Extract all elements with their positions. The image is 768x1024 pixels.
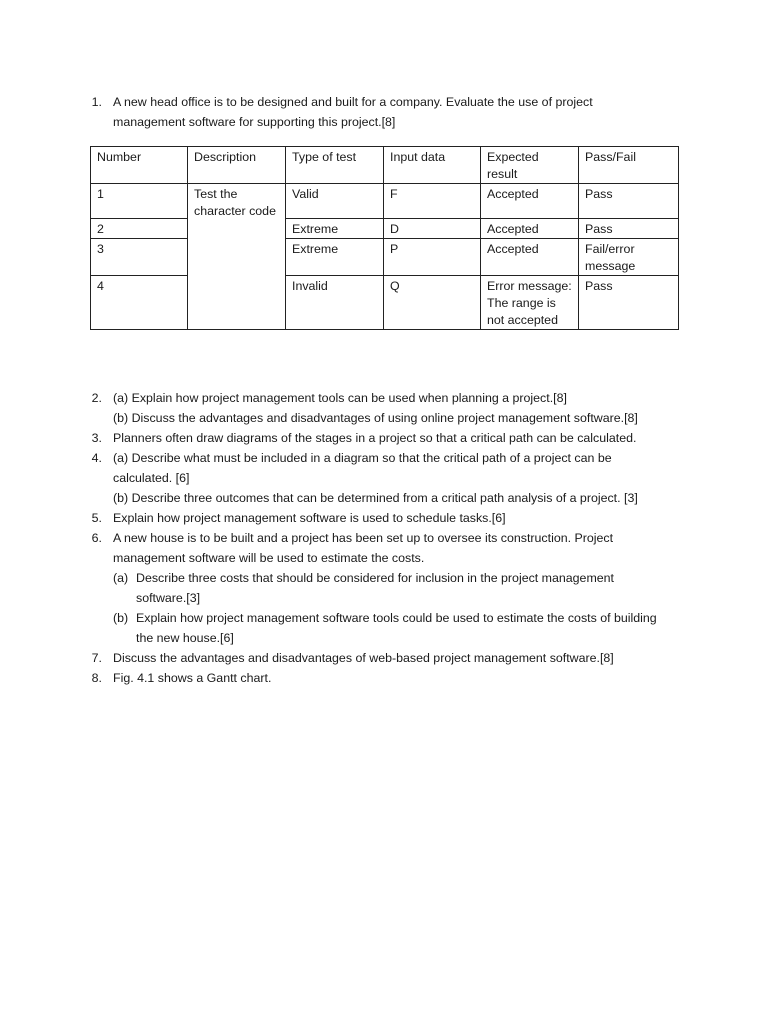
question-number: 1. (91, 95, 102, 109)
cell-expected: Accepted (481, 239, 579, 276)
header-passfail: Pass/Fail (579, 147, 679, 184)
question-number: 4. (91, 451, 102, 465)
cell-result: Pass (579, 276, 679, 330)
cell-description: Test the character code (188, 184, 286, 330)
question-number: 7. (91, 651, 102, 665)
part-a-line2: software.[3] (136, 591, 201, 605)
cell-expected: Error message: The range is not accepted (481, 276, 579, 330)
question-part-a: (a) Explain how project management tools can be used when planning a project.[8] (113, 391, 567, 405)
header-type: Type of test (286, 147, 384, 184)
question-number: 6. (91, 531, 102, 545)
question-number: 3. (91, 431, 102, 445)
cell-result: Pass (579, 219, 679, 239)
part-a-label: (a) (113, 571, 129, 585)
cell-number: 2 (91, 219, 188, 239)
question-text-line1: A new house is to be built and a project has been set up to oversee its construction. Project (113, 531, 614, 545)
header-number: Number (91, 147, 188, 184)
cell-result: Pass (579, 184, 679, 219)
table-row (91, 239, 679, 276)
table-row (91, 276, 679, 330)
question-part-a-line2: calculated. [6] (113, 471, 190, 485)
question-part-b: (b) Discuss the advantages and disadvantages of using online project management software.[8] (113, 411, 638, 425)
question-part-b: (b) Describe three outcomes that can be determined from a critical path analysis of a project. [3] (113, 491, 638, 505)
cell-type: Extreme (286, 219, 384, 239)
question-text: Fig. 4.1 shows a Gantt chart. (113, 671, 272, 685)
question-text-line2: management software will be used to estimate the costs. (113, 551, 425, 565)
cell-type: Valid (286, 184, 384, 219)
question-number: 8. (91, 671, 102, 685)
cell-input: Q (384, 276, 481, 330)
part-a-line1: Describe three costs that should be considered for inclusion in the project management (136, 571, 614, 585)
cell-expected: Accepted (481, 219, 579, 239)
part-b-label: (b) (113, 611, 129, 625)
cell-number: 3 (91, 239, 188, 276)
question-number: 5. (91, 511, 102, 525)
header-input: Input data (384, 147, 481, 184)
question-text: Discuss the advantages and disadvantages of web-based project management software.[8] (113, 651, 614, 665)
table-row (91, 184, 679, 219)
part-b-line2: the new house.[6] (136, 631, 234, 645)
cell-number: 4 (91, 276, 188, 330)
question-text-line1: A new head office is to be designed and built for a company. Evaluate the use of project (113, 95, 593, 109)
question-text: Planners often draw diagrams of the stages in a project so that a critical path can be calculated. (113, 431, 637, 445)
cell-input: P (384, 239, 481, 276)
cell-input: F (384, 184, 481, 219)
cell-input: D (384, 219, 481, 239)
question-text-line2: management software for supporting this project.[8] (113, 115, 396, 129)
question-part-a-line1: (a) Describe what must be included in a diagram so that the critical path of a project can be (113, 451, 612, 465)
table-row (91, 219, 679, 239)
cell-type: Invalid (286, 276, 384, 330)
cell-expected: Accepted (481, 184, 579, 219)
question-text: Explain how project management software is used to schedule tasks.[6] (113, 511, 506, 525)
question-number: 2. (91, 391, 102, 405)
part-b-line1: Explain how project management software tools could be used to estimate the costs of building (136, 611, 657, 625)
header-description: Description (188, 147, 286, 184)
test-table (90, 146, 679, 330)
cell-number: 1 (91, 184, 188, 219)
cell-type: Extreme (286, 239, 384, 276)
header-expected: Expected result (481, 147, 579, 184)
cell-result: Fail/error message (579, 239, 679, 276)
table-header-row (91, 147, 679, 184)
